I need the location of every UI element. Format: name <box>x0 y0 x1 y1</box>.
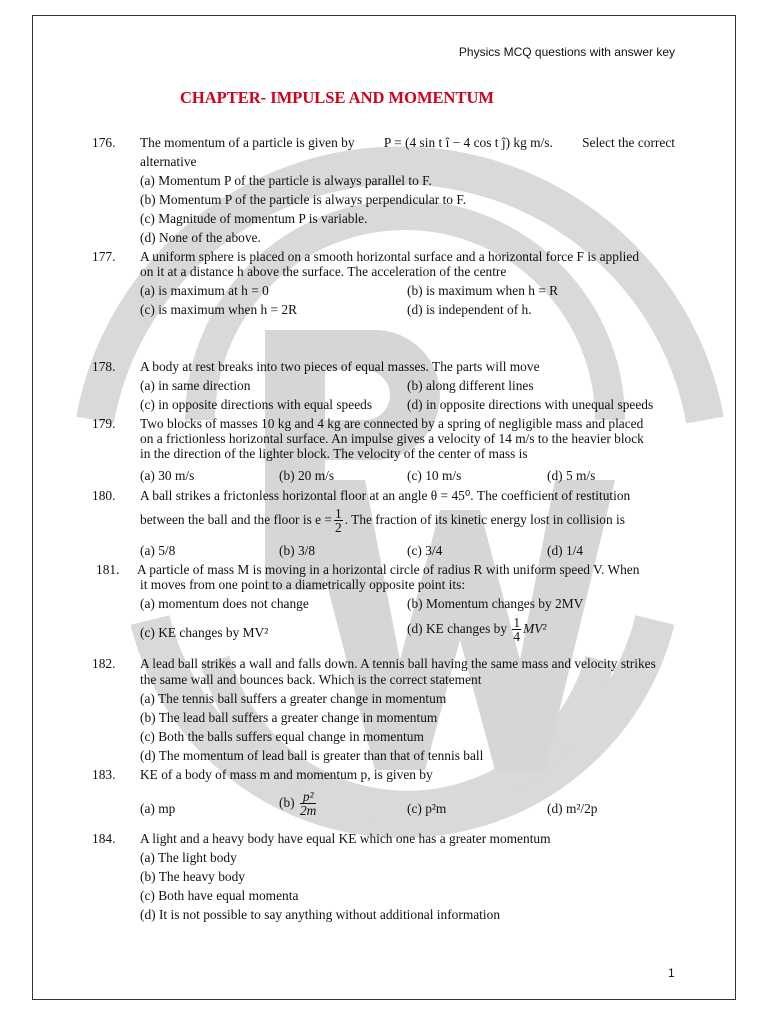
option-d: (d) is independent of h. <box>407 302 532 317</box>
momentum-formula: P = (4 sin t î − 4 cos t ĵ) kg m/s. <box>383 135 553 150</box>
option-d: (d) The momentum of lead ball is greater than that of tennis ball <box>140 748 484 763</box>
option-text: (b) <box>279 795 295 810</box>
fraction-denominator: 4 <box>513 629 521 645</box>
option-d: (d) It is not possible to say anything without additional information <box>140 907 501 922</box>
option-c: (c) KE changes by MV² <box>140 625 269 640</box>
question-text-part: The momentum of a particle is given by <box>140 135 355 150</box>
option-a: (a) in same direction <box>140 378 251 393</box>
question-text <box>140 135 675 150</box>
option-a: (a) The light body <box>140 850 237 865</box>
question-text: A body at rest breaks into two pieces of equal masses. The parts will move <box>140 359 540 374</box>
option-a: (a) momentum does not change <box>140 596 309 611</box>
fraction-numerator: 1 <box>334 506 342 522</box>
option-c: (c) p²m <box>407 801 447 816</box>
question-number: 176. <box>92 135 116 150</box>
question-text-part: Select the correct <box>582 135 675 150</box>
option-d: (d) 1/4 <box>547 543 584 558</box>
fraction-denominator: 2 <box>334 520 342 536</box>
fraction-denominator: 2m <box>299 803 317 819</box>
option-c: (c) is maximum when h = 2R <box>140 302 298 317</box>
option-d: (d) in opposite directions with unequal speeds <box>407 397 654 412</box>
option-b: (b) Momentum P of the particle is always perpendicular to F. <box>140 192 467 207</box>
question-number: 181. <box>96 562 120 577</box>
chapter-title: CHAPTER- IMPULSE AND MOMENTUM <box>180 88 494 107</box>
option-b: (b) The heavy body <box>140 869 245 884</box>
question-text-part: . The fraction of its kinetic energy lost in collision is <box>344 512 625 527</box>
question-text <box>140 505 625 535</box>
option-d <box>407 614 546 644</box>
question-text: it moves from one point to a diametrically opposite point its: <box>140 577 466 592</box>
question-text: A uniform sphere is placed on a smooth horizontal surface and a horizontal force F is applied <box>140 249 640 264</box>
question-number: 177. <box>92 249 116 264</box>
option-d: (d) None of the above. <box>140 230 261 245</box>
option-b: (b) along different lines <box>407 378 534 393</box>
option-a: (a) 30 m/s <box>140 468 195 483</box>
question-number: 179. <box>92 416 116 431</box>
option-a: (a) mp <box>140 801 176 816</box>
option-b: (b) is maximum when h = R <box>407 283 559 298</box>
question-number: 178. <box>92 359 116 374</box>
question-text: A particle of mass M is moving in a horizontal circle of radius R with uniform speed V. When <box>137 562 640 577</box>
option-c: (c) 10 m/s <box>407 468 462 483</box>
option-b: (b) The lead ball suffers a greater change in momentum <box>140 710 438 725</box>
question-number: 184. <box>92 831 116 846</box>
option-a: (a) The tennis ball suffers a greater change in momentum <box>140 691 447 706</box>
question-number: 180. <box>92 488 116 503</box>
fraction-numerator: p² <box>300 790 316 804</box>
option-b: (b) 20 m/s <box>279 468 335 483</box>
question-text: alternative <box>140 154 197 169</box>
option-c: (c) Both have equal momenta <box>140 888 299 903</box>
question-text: the same wall and bounces back. Which is the correct statement <box>140 672 482 687</box>
option-b: (b) 3/8 <box>279 543 316 558</box>
option-a: (a) 5/8 <box>140 543 176 558</box>
fraction <box>300 790 316 817</box>
option-b <box>279 788 318 818</box>
question-text: Two blocks of masses 10 kg and 4 kg are connected by a spring of negligible mass and placed <box>140 416 644 431</box>
option-d: (d) 5 m/s <box>547 468 596 483</box>
fraction <box>334 507 343 534</box>
question-text: on it at a distance h above the surface. The acceleration of the centre <box>140 264 507 279</box>
option-text: (d) KE changes by <box>407 621 508 636</box>
option-c: (c) 3/4 <box>407 543 443 558</box>
question-number: 183. <box>92 767 116 782</box>
option-text: MV² <box>523 621 547 636</box>
fraction-numerator: 1 <box>513 615 521 631</box>
option-b: (b) Momentum changes by 2MV <box>407 596 584 611</box>
option-c: (c) in opposite directions with equal speeds <box>140 397 373 412</box>
question-text: KE of a body of mass m and momentum p, is given by <box>140 767 433 782</box>
option-a: (a) Momentum P of the particle is always parallel to F. <box>140 173 432 188</box>
question-text: in the direction of the lighter block. The velocity of the center of mass is <box>140 446 528 461</box>
option-c: (c) Magnitude of momentum P is variable. <box>140 211 368 226</box>
question-text: on a frictionless horizontal surface. An impulse gives a velocity of 14 m/s to the heavier block <box>140 431 644 446</box>
fraction <box>512 616 521 643</box>
page-number: 1 <box>668 966 675 980</box>
option-a: (a) is maximum at h = 0 <box>140 283 269 298</box>
option-d: (d) m²/2p <box>547 801 598 816</box>
page-header: Physics MCQ questions with answer key <box>458 45 675 59</box>
question-text: A light and a heavy body have equal KE which one has a greater momentum <box>140 831 551 846</box>
question-text-part: between the ball and the floor is e = <box>140 512 332 527</box>
question-text: A lead ball strikes a wall and falls down. A tennis ball having the same mass and velocity strikes <box>140 656 656 671</box>
question-text: A ball strikes a frictonless horizontal floor at an angle θ = 45⁰. The coefficient of restitution <box>140 488 631 503</box>
option-c: (c) Both the balls suffers equal change in momentum <box>140 729 424 744</box>
question-number: 182. <box>92 656 116 671</box>
